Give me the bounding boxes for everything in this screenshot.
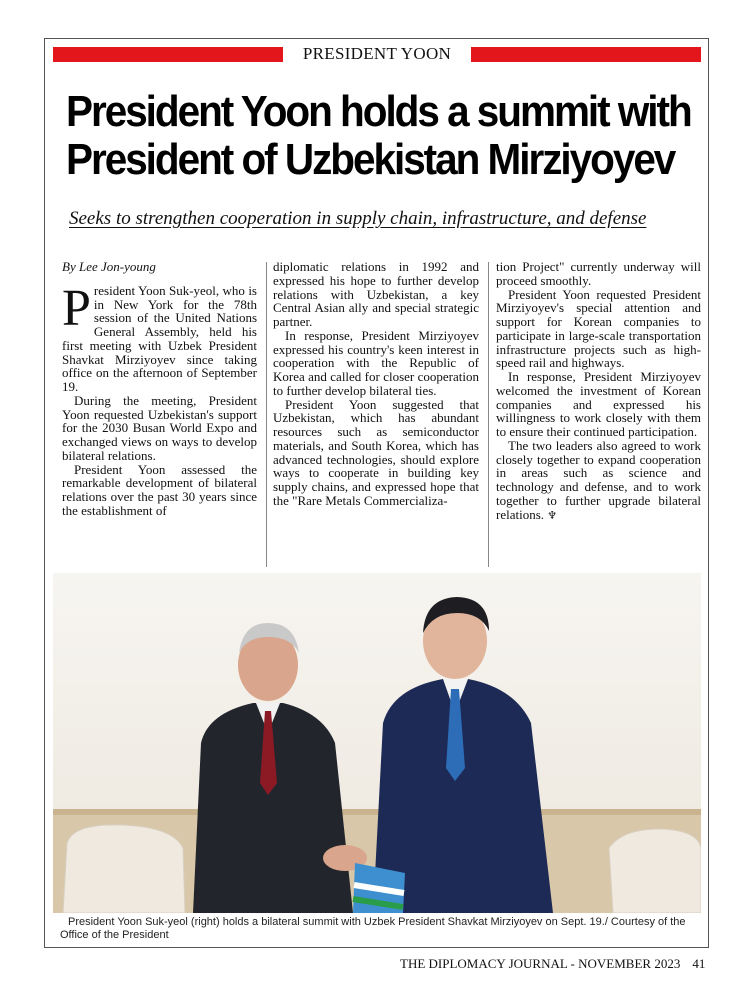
column-rule-1 [266, 262, 267, 567]
column-3 [496, 260, 701, 523]
column-1 [62, 260, 257, 518]
publication-name: THE DIPLOMACY JOURNAL - NOVEMBER 2023 [400, 956, 681, 971]
summit-photo [53, 573, 701, 913]
end-mark-icon: ♆ [547, 509, 558, 522]
headline-line-1: President Yoon holds a summit with [66, 87, 691, 136]
paragraph: During the meeting, President Yoon requested Uzbekistan's support for the 2030 Busan World Expo and exchanged views on ways to develop bilateral relations. [62, 392, 257, 463]
paragraph: In response, President Mirziyoyev expressed his country's keen interest in cooperation with the Republic of Korea and called for closer cooperation to further develop bilateral ties. [273, 327, 479, 398]
paragraph [62, 279, 257, 394]
section-label: PRESIDENT YOON [302, 44, 452, 63]
page-number: 41 [692, 956, 706, 971]
paragraph: President Yoon requested President Mirziyoyev's special attention and support for Korean companies to participate in large-scale transportation infrastructure projects such as high-speed rail and highways. [496, 286, 701, 371]
paragraph: President Yoon suggested that Uzbekistan, which has abundant resources such as semiconductor materials, and South Korea, which has advanced technologies, should explore ways to cooperate in building key supply chains, and expressed hope that the "Rare Metals Commercializa- [273, 396, 479, 508]
paragraph: diplomatic relations in 1992 and expressed his hope to further develop relations with Uzbekistan, a key Central Asian ally and special strategic partner. [273, 259, 479, 329]
paragraph: In response, President Mirziyoyev welcomed the investment of Korean companies and expressed his willingness to work closely with them to ensure their continued participation. [496, 369, 701, 439]
paragraph [496, 439, 701, 524]
paragraph-text: resident Yoon Suk-yeol, who is in New York for the 78th session of the United Nations General Assembly, held his first meeting with Uzbek President Shavkat Mirziyoyev since taking office on the afternoon of September 19. [62, 282, 257, 394]
headline-line-2: President of Uzbekistan Mirziyoyev [66, 135, 675, 184]
paragraph: tion Project" currently underway will proceed smoothly. [496, 259, 701, 288]
photo-caption: President Yoon Suk-yeol (right) holds a bilateral summit with Uzbek President Shavkat Mirziyoyev on Sept. 19./ Courtesy of the Office of the President [60, 916, 686, 941]
paragraph-text: The two leaders also agreed to work closely together to expand cooperation in areas such as science and technology and defense, and to work together to further upgrade bilateral relations. [496, 437, 701, 522]
page-footer [400, 956, 710, 972]
subheadline: Seeks to strengthen cooperation in supply chain, infrastructure, and defense [69, 208, 647, 229]
drop-cap: P [62, 279, 91, 337]
section-bar-left [53, 47, 283, 62]
column-rule-2 [488, 262, 489, 567]
section-header [53, 44, 701, 64]
column-2 [273, 260, 479, 508]
byline: By Lee Jon-young [62, 259, 156, 274]
section-bar-right [471, 47, 701, 62]
paragraph: President Yoon assessed the remarkable development of bilateral relations over the past 30 years since the establishment of [62, 461, 257, 518]
headline [66, 87, 691, 184]
